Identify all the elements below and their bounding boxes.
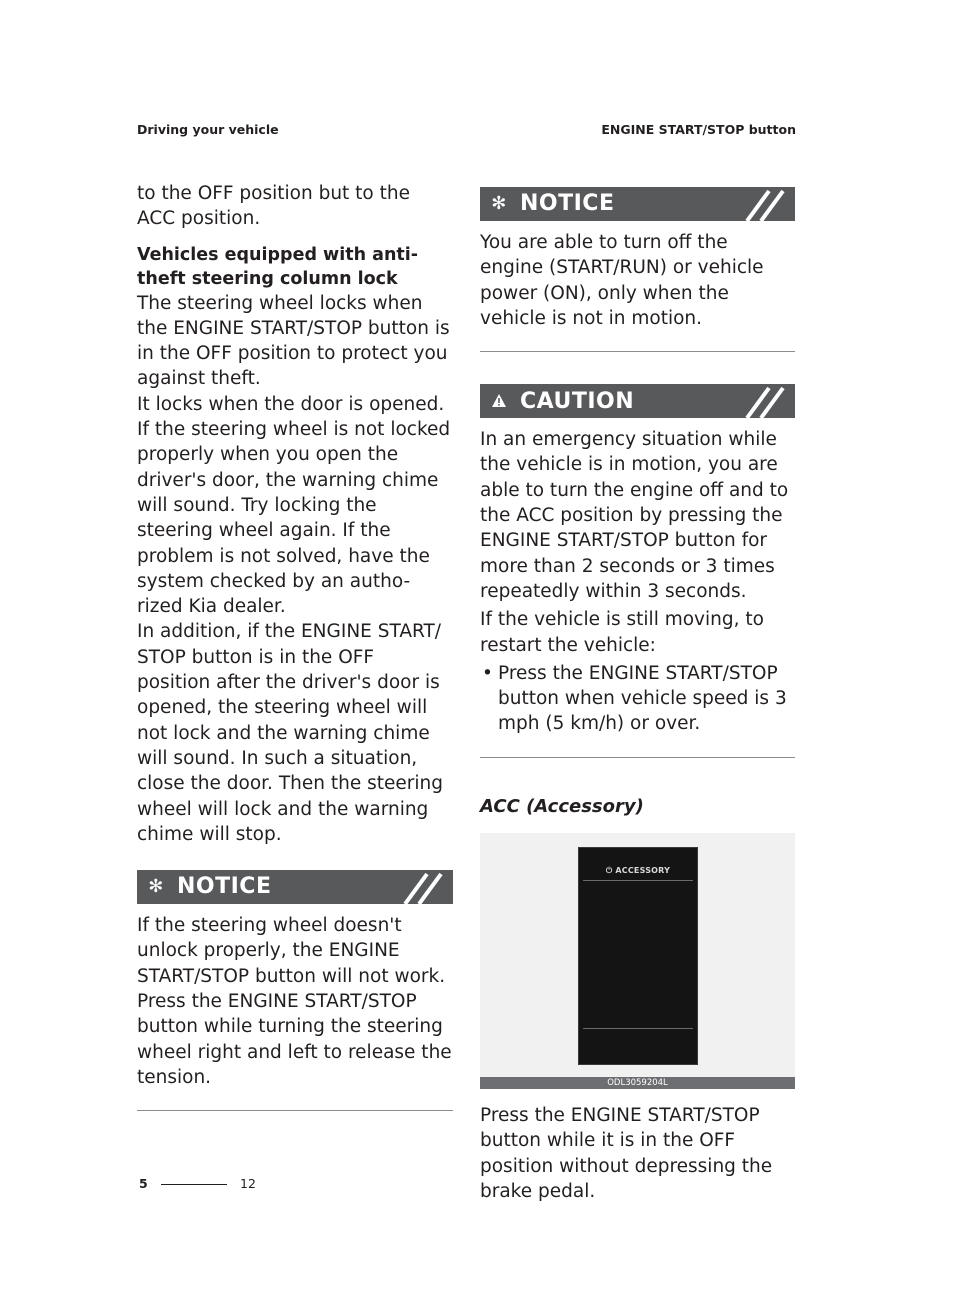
caution-text: If the vehicle is still moving, to restart the vehicle: (480, 609, 764, 656)
screen-label: ⏻ ACCESSORY (605, 866, 671, 876)
snowflake-asterisk-icon: ✻ (491, 193, 507, 215)
notice-banner (137, 870, 453, 904)
intro-paragraph: to the OFF position but to the ACC position. (137, 183, 410, 230)
acc-figure (480, 833, 795, 1089)
section-title-acc: ACC (Accessory) (480, 795, 644, 817)
notice-banner (480, 187, 795, 221)
subheading-anti-theft: Vehicles equipped with anti-theft steering column lock (137, 244, 419, 289)
notice-divider (137, 1110, 453, 1111)
paragraph: In addition, if the ENGINE START/ STOP button is in the OFF position after the driver's door is opened, the steering wheel will not lock and the warning chime will sound. In such a situation, close the door. Then the steering wheel will lock and the warning chime will stop. (137, 621, 443, 845)
notice-box (137, 870, 453, 1111)
caution-bullet: • Press the ENGINE START/STOP button when vehicle speed is 3 mph (5 km/h) or over. (480, 661, 795, 737)
caution-title: CAUTION (520, 388, 635, 414)
running-header-section: Driving your vehicle (137, 122, 279, 137)
double-slash-icon (735, 187, 795, 221)
left-column (137, 181, 453, 1111)
footer-page-number: 12 (240, 1176, 256, 1191)
right-column (480, 187, 795, 1204)
notice-text: You are able to turn off the engine (START/RUN) or vehicle power (ON), only when the vehicle is not in motion. (480, 232, 764, 329)
notice-divider (480, 351, 795, 352)
cluster-display-image (578, 847, 698, 1065)
warning-triangle-icon (488, 389, 510, 414)
caution-divider (480, 757, 795, 758)
caution-box (480, 384, 795, 758)
paragraph: The steering wheel locks when the ENGINE START/STOP button is in the OFF position to protect you against theft. (137, 292, 450, 390)
screen-divider (583, 880, 693, 881)
figure-code: ODL3059204L (480, 1077, 795, 1089)
screen-divider (583, 1028, 693, 1029)
figure-caption-paragraph: Press the ENGINE START/STOP button while it is in the OFF position without depressing the brake pedal. (480, 1105, 773, 1202)
notice-text: If the steering wheel doesn't unlock properly, the ENGINE START/STOP button will not work. Press the ENGINE START/STOP button while turning the steering wheel right and left to release the tension. (137, 915, 452, 1088)
notice-title: NOTICE (520, 191, 615, 217)
caution-text: In an emergency situation while the vehicle is in motion, you are able to turn the engine off and to the ACC position by pressing the ENGINE START/STOP button for more than 2 seconds or 3 times repeatedly within 3 seconds. (480, 429, 789, 602)
footer-rule (161, 1184, 227, 1185)
running-header-topic: ENGINE START/STOP button (601, 122, 796, 137)
notice-title: NOTICE (177, 874, 272, 900)
double-slash-icon (735, 384, 795, 418)
caution-banner (480, 384, 795, 418)
snowflake-asterisk-icon: ✻ (148, 876, 164, 898)
paragraph: It locks when the door is opened. (137, 393, 445, 415)
footer-section-number: 5 (139, 1176, 148, 1191)
paragraph: If the steering wheel is not locked properly when you open the driver's door, the warning chime will sound. Try locking the steering wheel again. If the problem is not solved, have the system checked by an autho-rized Kia dealer. (137, 419, 451, 618)
double-slash-icon (393, 870, 453, 904)
notice-box (480, 187, 795, 352)
